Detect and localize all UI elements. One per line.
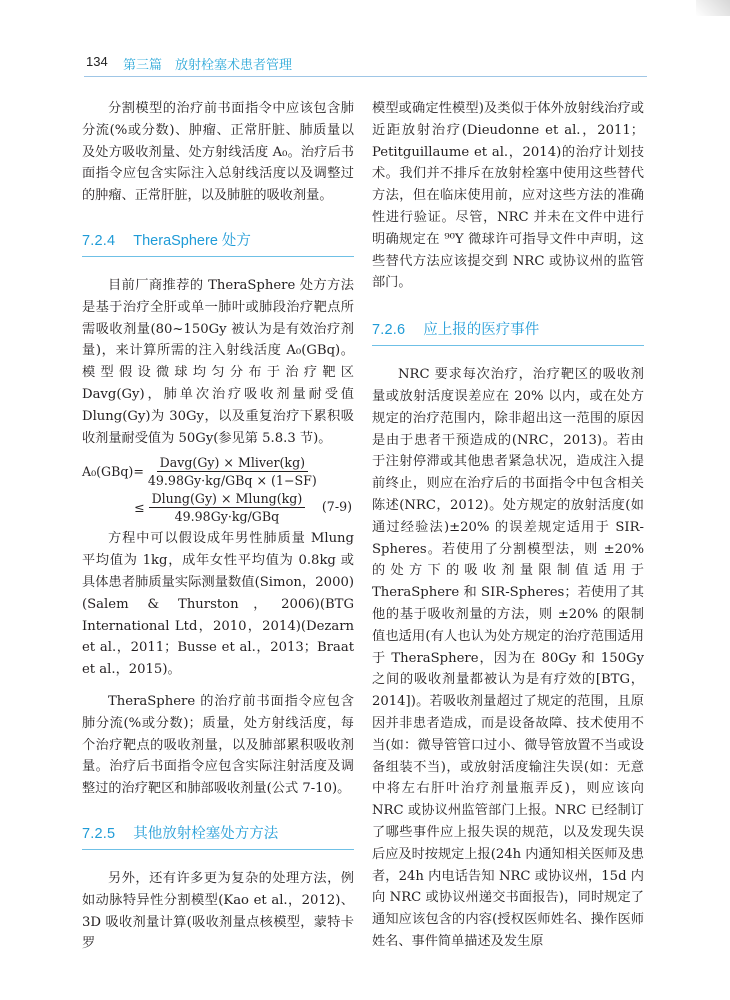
header-rule — [84, 76, 647, 77]
paragraph: 方程中可以假设成年男性肺质量 Mlung 平均值为 1kg，成年女性平均值为 0.8kg 或具体患者肺质量实际测量数值(Simon，2000)(Salem & Thurston，2006)(BTG International Ltd，2010，2014)(Dezarn et al.，2011；Busse et al.，2013；Braat et al.，2015)。 — [82, 531, 354, 678]
fraction — [149, 491, 306, 524]
section-title: 其他放射栓塞处方方法 — [133, 825, 279, 842]
paragraph: NRC 要求每次治疗，治疗靶区的吸收剂量或放射活度误差应在 20% 以内，或在处方规定的治疗范围内，除非超出这一范围的原因是由于患者干预造成的(NRC，2013)。若由于注射停滞或其他患者紧急状况，造成注入提前终止，则应在治疗后的书面指令中包含相关陈述(NRC，2012)。处方规定的放射活度(如通过经验法)±20% 的误差规定适用于 SIR-Spheres。若使用了分割模型法，则 ±20% 的处方下的吸收剂量限制值适用于 TheraSphere 和 SIR-Spheres；若使用了其他的基于吸收剂量的方法，则 ±20% 的限制值也适用(有人也认为处方规定的治疗范围适用于 TheraSphere，因为在 80Gy 和 150Gy 之间的吸收剂量都被认为是有疗效的[BTG，2014])。若吸收剂量超过了规定的范围，且原因并非患者造成，而是设备故障、技术使用不当(如：微导管管口过小、微导管放置不当或设备组装不当)，或放射活度输注失误(如：无意中将左右肝叶治疗剂量瓶弄反)，则应该向 NRC 或协议州监管部门上报。NRC 已经制订了哪些事件应上报失误的规范，以及发现失误后应及时按规定上报(24h 内通知相关医师及患者，24h 内电话告知 NRC 或协议州，15d 内向 NRC 或协议州递交书面报告)，同时规定了通知应该包含的内容(授权医师姓名、操作医师姓名、事件简单描述及发生原 — [372, 367, 644, 949]
left-column — [82, 98, 354, 955]
equation-7-9 — [82, 455, 354, 524]
section-number: 7.2.6 — [372, 322, 406, 339]
page-corner-fold — [696, 0, 730, 16]
section-title: 应上报的医疗事件 — [423, 322, 540, 339]
section-heading-7-2-6 — [372, 318, 644, 346]
paragraph: 分割模型的治疗前书面指令中应该包含肺分流(%或分数)、肿瘤、正常肝脏、肺质量以及处方吸收剂量、处方射线活度 A₀。治疗后书面指令应包含实际注入总射线活度以及调整过的肿瘤、正常肝脏，以及肺脏的吸收剂量。 — [82, 101, 354, 204]
paragraph: 目前厂商推荐的 TheraSphere 处方方法是基于治疗全肝或单一肺叶或肺段治疗靶点所需吸收剂量(80~150Gy 被认为是有效治疗剂量)，来计算所需的注入射线活度 A₀(GBq)。模型假设微球均匀分布于治疗靶区 Davg(Gy)，肺单次治疗吸收剂量耐受值 Dlung(Gy)为 30Gy，以及重复治疗下累积吸收剂量耐受值为 50Gy(参见第 5.8.3 节)。 — [82, 277, 354, 446]
page-number: 134 — [86, 54, 108, 69]
paragraph: 另外，还有许多更为复杂的处理方法，例如动脉特异性分割模型(Kao et al.，2012)、3D 吸收剂量计算(吸收剂量点核模型，蒙特卡罗 — [82, 870, 354, 952]
section-number: 7.2.5 — [82, 825, 116, 842]
equation-lhs: A₀(GBq)= — [82, 464, 144, 480]
paragraph: 模型或确定性模型)及类似于体外放射线治疗或近距放射治疗(Dieudonne et al.，2011；Petitguillaume et al.，2014)的治疗计划技术。我们并不排斥在放射栓塞中使用这些替代方法，但在临床使用前，应对这些方法的准确性进行验证。尽管，NRC 并未在文件中进行明确规定在 ⁹⁰Y 微球许可指导文件中声明，这些替代方法应该提交到 NRC 或协议州的监管部门。 — [372, 101, 644, 291]
equation-number: (7-9) — [321, 499, 352, 515]
fraction-numerator: Davg(Gy) × Mliver(kg) — [157, 455, 308, 472]
equation-row-1 — [82, 455, 354, 488]
fraction-denominator: 49.98Gy·kg/GBq — [174, 509, 280, 525]
section-heading-7-2-4 — [82, 229, 354, 257]
leq-symbol: ≤ — [134, 500, 145, 516]
section-number: 7.2.4 — [82, 232, 116, 249]
fraction — [148, 455, 317, 488]
fraction-denominator: 49.98Gy·kg/GBq × (1−SF) — [147, 473, 317, 489]
running-title: 第三篇 放射栓塞术患者管理 — [123, 57, 293, 72]
section-title: TheraSphere 处方 — [133, 232, 251, 249]
paragraph: TheraSphere 的治疗前书面指令应包含肺分流(%或分数)；质量，处方射线活度，每个治疗靶点的吸收剂量，以及肺部累积吸收剂量。治疗后书面指令应包含实际注射活度及调整过的治疗靶区和肺部吸收剂量(公式 7-10)。 — [82, 693, 354, 797]
fraction-numerator: Dlung(Gy) × Mlung(kg) — [149, 491, 306, 508]
right-column — [372, 98, 644, 953]
equation-row-2 — [82, 491, 354, 524]
page-header — [0, 0, 730, 80]
section-heading-7-2-5 — [82, 822, 354, 850]
